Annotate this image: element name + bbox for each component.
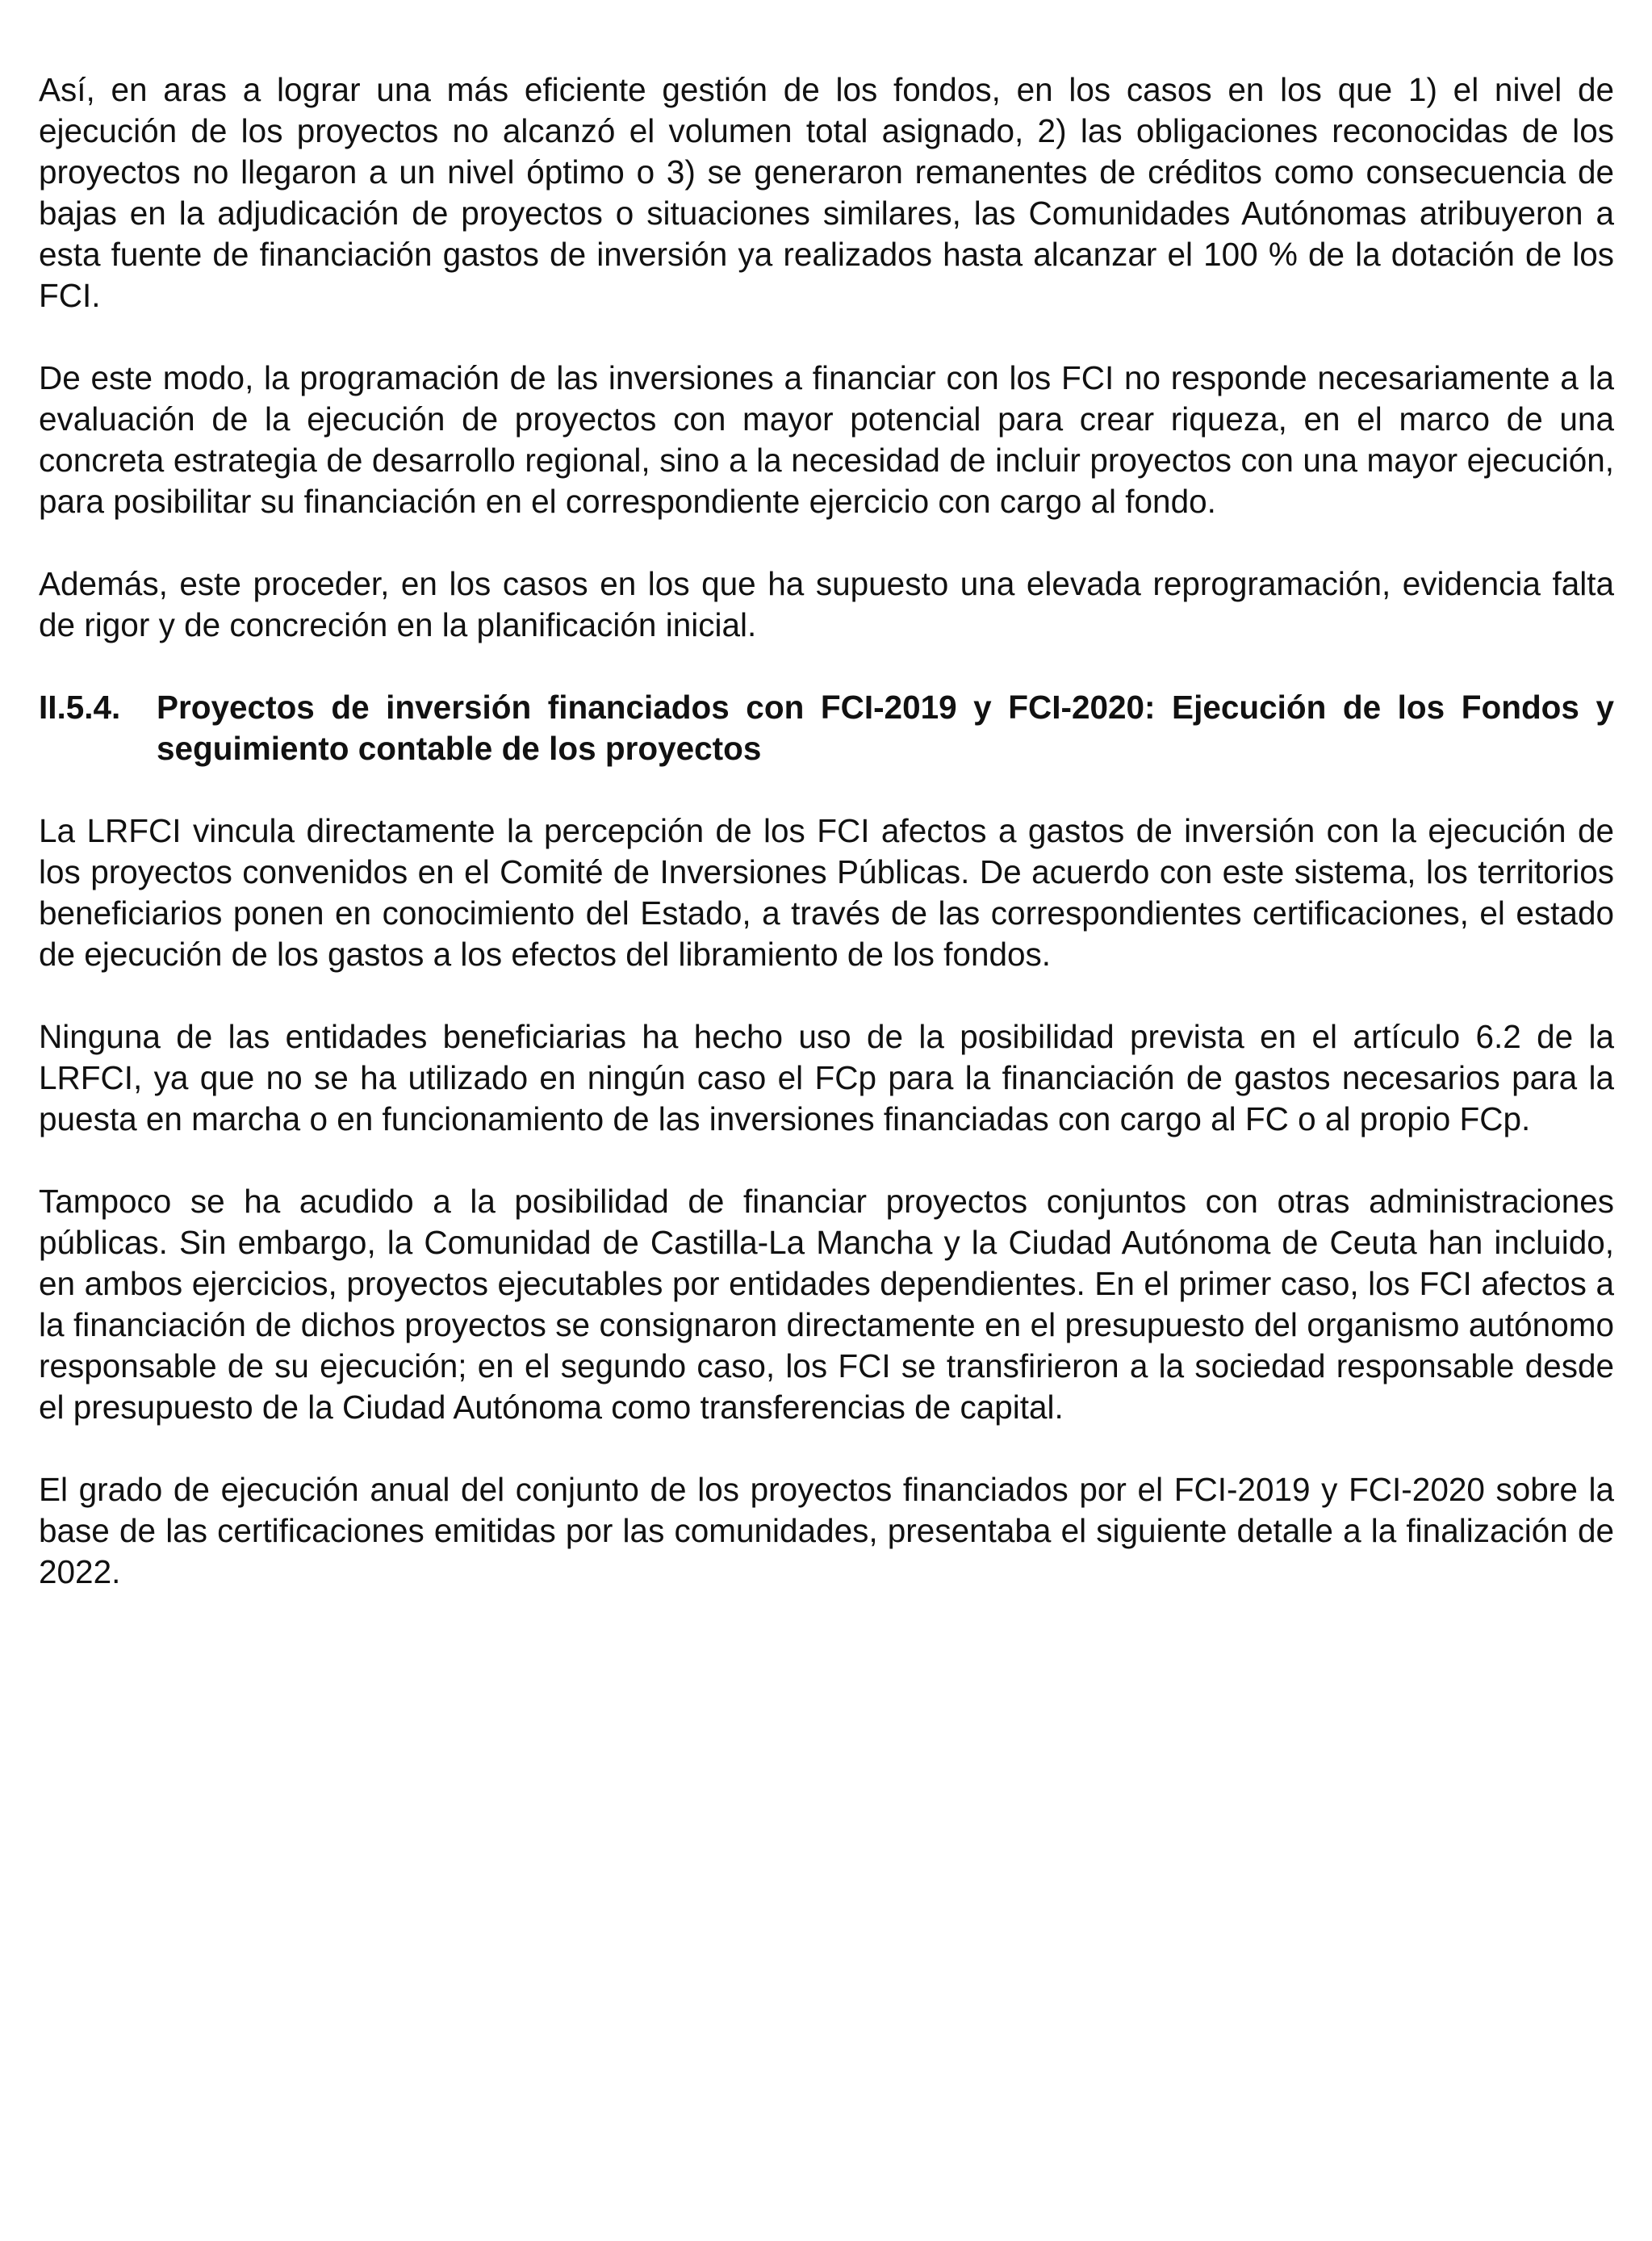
paragraph-reprogramming: Además, este proceder, en los casos en los que ha supuesto una elevada reprogramación, evidencia falta de rigor y de concreción en la planificación inicial. [39,565,1614,643]
section-heading [39,687,1614,769]
paragraph-execution-degree: El grado de ejecución anual del conjunto de los proyectos financiados por el FCI-2019 y FCI-2020 sobre la base de las certificaciones emitidas por las comunidades, presentaba el siguiente detalle a la finalización de 2022. [39,1471,1614,1590]
section-number: II.5.4. [39,689,121,726]
paragraph-fund-attribution: Así, en aras a lograr una más eficiente gestión de los fondos, en los casos en los que 1) el nivel de ejecución de los proyectos no alcanzó el volumen total asignado, 2) las obligaciones reconocidas de los proyectos no llegaron a un nivel óptimo o 3) se generaron remanentes de créditos como consecuencia de bajas en la adjudicación de proyectos o situaciones similares, las Comunidades Autónomas atribuyeron a esta fuente de financiación gastos de inversión ya realizados hasta alcanzar el 100 % de la dotación de los FCI. [39,71,1614,314]
paragraph-joint-projects: Tampoco se ha acudido a la posibilidad de financiar proyectos conjuntos con otras administraciones públicas. Sin embargo, la Comunidad de Castilla-La Mancha y la Ciudad Autónoma de Ceuta han incluido, en ambos ejercicios, proyectos ejecutables por entidades dependientes. En el primer caso, los FCI afectos a la financiación de dichos proyectos se consignaron directamente en el presupuesto del organismo autónomo responsable de su ejecución; en el segundo caso, los FCI se transfirieron a la sociedad responsable desde el presupuesto de la Ciudad Autónoma como transferencias de capital. [39,1183,1614,1426]
paragraph-article-6-2: Ninguna de las entidades beneficiarias ha hecho uso de la posibilidad prevista en el artículo 6.2 de la LRFCI, ya que no se ha utilizado en ningún caso el FCp para la financiación de gastos necesarios para la puesta en marcha o en funcionamiento de las inversiones financiadas con cargo al FC o al propio FCp. [39,1018,1614,1137]
document-page [39,69,1614,1634]
paragraph-programming: De este modo, la programación de las inversiones a financiar con los FCI no responde necesariamente a la evaluación de la ejecución de proyectos con mayor potencial para crear riqueza, en el marco de una concreta estrategia de desarrollo regional, sino a la necesidad de incluir proyectos con una mayor ejecución, para posibilitar su financiación en el correspondiente ejercicio con cargo al fondo. [39,359,1614,520]
paragraph-lrfci-link: La LRFCI vincula directamente la percepción de los FCI afectos a gastos de inversión con la ejecución de los proyectos convenidos en el Comité de Inversiones Públicas. De acuerdo con este sistema, los territorios beneficiarios ponen en conocimiento del Estado, a través de las correspondientes certificaciones, el estado de ejecución de los gastos a los efectos del libramiento de los fondos. [39,812,1614,973]
section-title: Proyectos de inversión financiados con FCI-2019 y FCI-2020: Ejecución de los Fondos y seguimiento contable de los proyectos [157,689,1614,767]
